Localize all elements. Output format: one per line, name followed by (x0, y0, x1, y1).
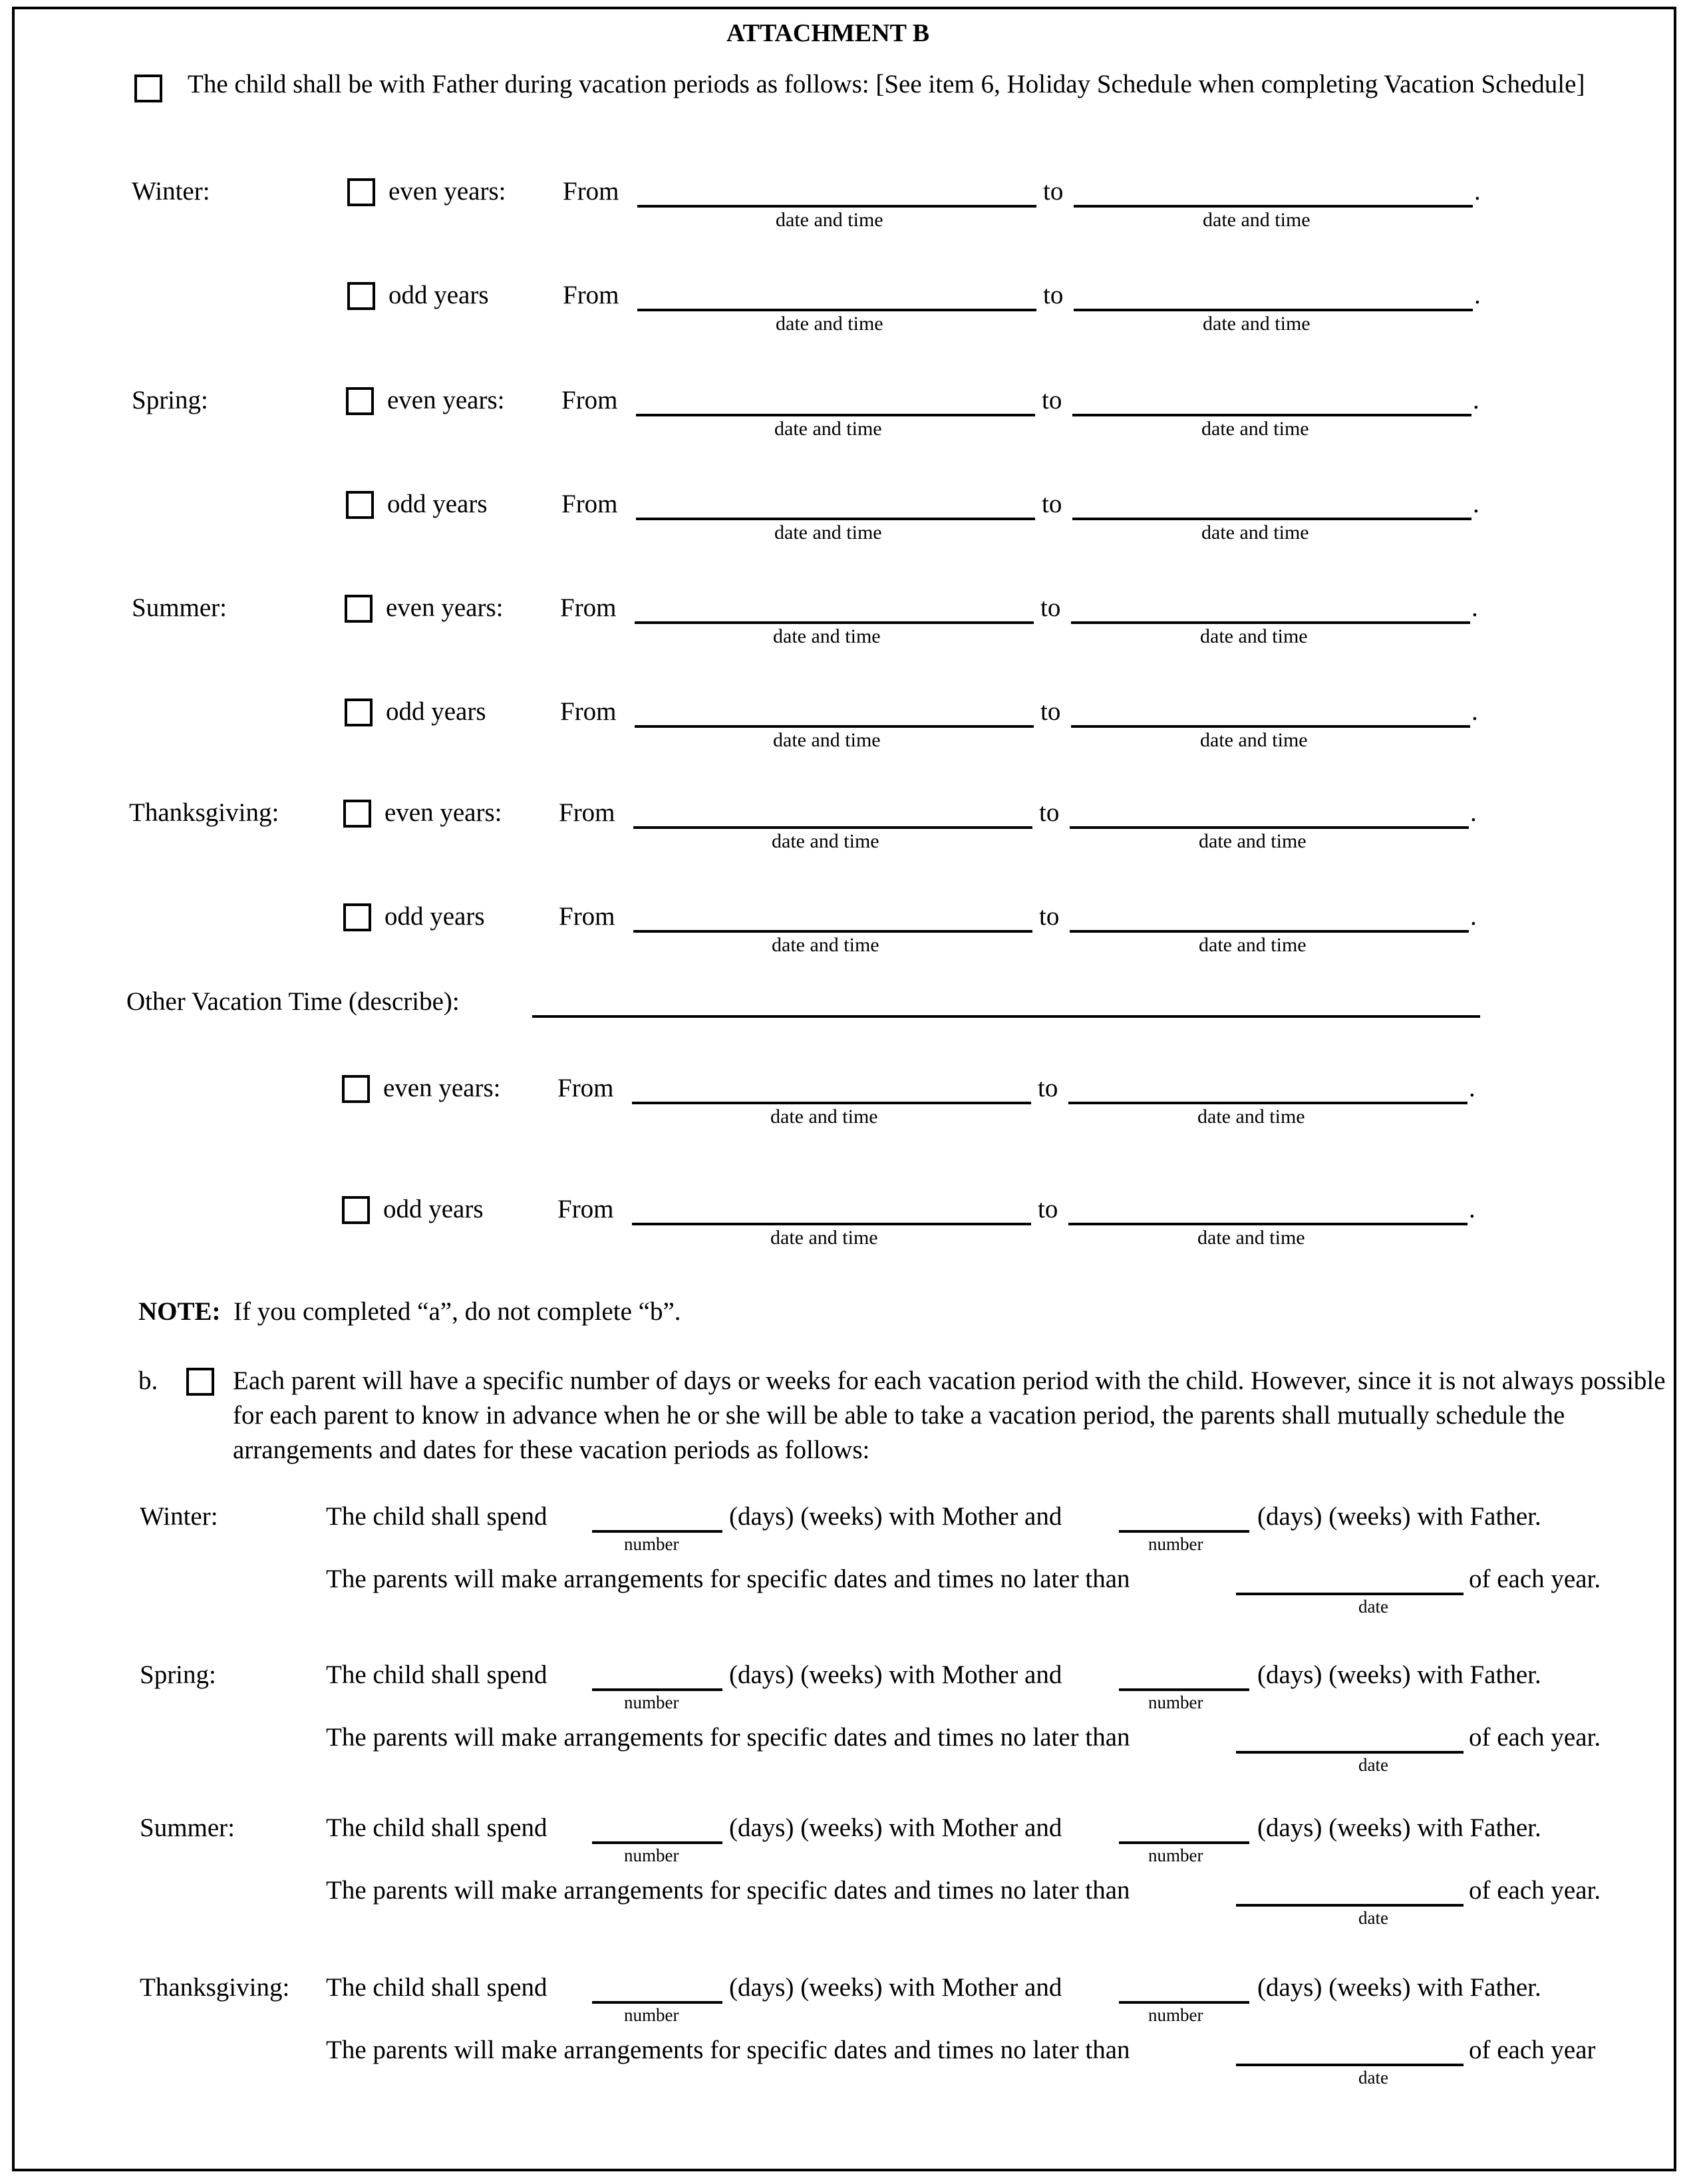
season-thanksgiving-label: Thanksgiving: (129, 798, 279, 827)
odd-years-checkbox[interactable] (342, 1196, 370, 1224)
arrangement-date-line[interactable] (1236, 1751, 1464, 1754)
period-mark: . (1469, 1195, 1475, 1223)
other-vacation-line[interactable] (532, 1015, 1480, 1018)
from-date-line[interactable] (636, 518, 1035, 520)
even-years-label: even years: (388, 177, 506, 206)
father-number-line[interactable] (1119, 1530, 1249, 1533)
period-mark: . (1473, 490, 1479, 518)
section-b-text: Each parent will have a specific number of days or weeks for each vacation period with the child. However, since it is not always possible for each parent to know in advance when he or she will be able to take a vacation period, the parents shall mutually schedule the arrangements and dates for these vacation periods as follows: (233, 1366, 1666, 1464)
to-label: to (1043, 281, 1064, 309)
from-label: From (563, 281, 619, 309)
odd-years-checkbox[interactable] (345, 699, 373, 726)
father-number-caption: number (1148, 2005, 1203, 2025)
father-number-caption: number (1148, 1534, 1203, 1554)
to-label: to (1039, 902, 1060, 931)
to-label: to (1039, 798, 1060, 827)
even-years-label: even years: (385, 798, 502, 827)
period-mark: . (1471, 593, 1478, 622)
from-date-caption: date and time (770, 1106, 878, 1128)
mother-number-caption: number (624, 2005, 679, 2025)
to-date-caption: date and time (1203, 209, 1311, 231)
from-date-line[interactable] (632, 1223, 1031, 1225)
to-date-caption: date and time (1201, 522, 1309, 544)
b-season-summer-label: Summer: (140, 1813, 235, 1842)
to-label: to (1042, 490, 1062, 518)
to-date-line[interactable] (1072, 414, 1471, 416)
to-date-line[interactable] (1074, 205, 1473, 208)
even-years-label: even years: (387, 386, 505, 414)
from-label: From (559, 798, 615, 827)
arrangements-text: The parents will make arrangements for specific dates and times no later than (326, 2036, 1130, 2064)
period-mark: . (1470, 798, 1477, 827)
odd-years-checkbox[interactable] (346, 491, 374, 519)
period-mark: . (1474, 177, 1481, 206)
from-label: From (560, 697, 617, 726)
odd-years-label: odd years (387, 490, 488, 518)
to-date-caption: date and time (1201, 418, 1309, 440)
father-number-caption: number (1148, 1692, 1203, 1712)
section-b-checkbox[interactable] (186, 1368, 214, 1396)
to-date-caption: date and time (1199, 934, 1307, 956)
to-date-caption: date and time (1199, 830, 1307, 852)
arrangement-date-caption: date (1358, 1597, 1388, 1617)
each-year-text: of each year. (1469, 1876, 1601, 1905)
from-date-line[interactable] (637, 205, 1036, 208)
to-date-line[interactable] (1071, 725, 1470, 728)
to-label: to (1040, 697, 1061, 726)
with-father-text: (days) (weeks) with Father. (1257, 1660, 1541, 1689)
to-date-caption: date and time (1200, 625, 1308, 647)
odd-years-checkbox[interactable] (347, 282, 375, 310)
from-date-caption: date and time (776, 209, 883, 231)
note-label: NOTE: (138, 1297, 221, 1326)
arrangement-date-caption: date (1358, 1908, 1388, 1928)
each-year-text: of each year. (1469, 1565, 1601, 1593)
to-date-caption: date and time (1197, 1227, 1305, 1249)
from-date-caption: date and time (772, 934, 879, 956)
mother-number-line[interactable] (592, 1841, 722, 1844)
from-date-caption: date and time (774, 418, 882, 440)
period-mark: . (1470, 902, 1477, 931)
spend-prefix: The child shall spend (326, 1973, 547, 2002)
even-years-label: even years: (383, 1074, 501, 1102)
father-vacation-checkbox[interactable] (134, 75, 162, 102)
from-date-line[interactable] (633, 930, 1032, 933)
to-date-line[interactable] (1071, 621, 1470, 624)
even-years-label: even years: (386, 593, 504, 622)
intro-text: The child shall be with Father during vacation periods as follows: [See item 6, Holiday Schedule when completing Vacation Schedule] (188, 70, 1585, 98)
to-date-line[interactable] (1074, 309, 1473, 311)
to-date-line[interactable] (1068, 1102, 1467, 1104)
from-date-caption: date and time (773, 625, 881, 647)
note-text: If you completed “a”, do not complete “b”. (233, 1297, 681, 1326)
period-mark: . (1474, 281, 1481, 309)
spend-prefix: The child shall spend (326, 1502, 547, 1531)
season-winter-label: Winter: (132, 177, 210, 206)
period-mark: . (1473, 386, 1479, 414)
note (138, 1295, 681, 1329)
from-date-caption: date and time (774, 522, 882, 544)
spend-prefix: The child shall spend (326, 1660, 547, 1689)
mother-number-caption: number (624, 1534, 679, 1554)
from-date-line[interactable] (637, 309, 1036, 311)
even-years-checkbox[interactable] (345, 595, 373, 623)
from-date-line[interactable] (632, 1102, 1031, 1104)
with-father-text: (days) (weeks) with Father. (1257, 1502, 1541, 1531)
even-years-checkbox[interactable] (342, 1075, 370, 1103)
season-summer-label: Summer: (132, 593, 227, 622)
with-father-text: (days) (weeks) with Father. (1257, 1813, 1541, 1842)
to-label: to (1038, 1074, 1058, 1102)
arrangement-date-caption: date (1358, 2068, 1388, 2088)
to-label: to (1038, 1195, 1058, 1223)
form-title: ATTACHMENT B (726, 19, 930, 47)
to-date-caption: date and time (1197, 1106, 1305, 1128)
from-label: From (557, 1074, 614, 1102)
from-date-caption: date and time (776, 313, 883, 335)
with-mother-text: (days) (weeks) with Mother and (729, 1813, 1062, 1842)
mother-number-caption: number (624, 1845, 679, 1865)
to-date-line[interactable] (1070, 930, 1469, 933)
arrangement-date-line[interactable] (1236, 1593, 1464, 1595)
with-father-text: (days) (weeks) with Father. (1257, 1973, 1541, 2002)
father-number-line[interactable] (1119, 2001, 1249, 2004)
odd-years-label: odd years (383, 1195, 484, 1223)
to-label: to (1042, 386, 1062, 414)
arrangement-date-caption: date (1358, 1755, 1388, 1775)
even-years-checkbox[interactable] (346, 387, 374, 415)
from-date-line[interactable] (636, 414, 1035, 416)
mother-number-line[interactable] (592, 1688, 722, 1691)
section-b-marker: b. (138, 1366, 158, 1395)
from-date-line[interactable] (635, 725, 1034, 728)
to-label: to (1040, 593, 1061, 622)
period-mark: . (1469, 1074, 1475, 1102)
odd-years-label: odd years (388, 281, 489, 309)
father-number-line[interactable] (1119, 1841, 1249, 1844)
to-date-line[interactable] (1072, 518, 1471, 520)
mother-number-caption: number (624, 1692, 679, 1712)
arrangements-text: The parents will make arrangements for specific dates and times no later than (326, 1565, 1130, 1593)
period-mark: . (1471, 697, 1478, 726)
each-year-text: of each year. (1469, 1723, 1601, 1752)
b-season-winter-label: Winter: (140, 1502, 218, 1531)
from-label: From (560, 593, 617, 622)
odd-years-label: odd years (386, 697, 486, 726)
father-number-caption: number (1148, 1845, 1203, 1865)
to-date-line[interactable] (1068, 1223, 1467, 1225)
from-label: From (561, 386, 618, 414)
arrangements-text: The parents will make arrangements for specific dates and times no later than (326, 1876, 1130, 1905)
mother-number-line[interactable] (592, 2001, 722, 2004)
arrangements-text: The parents will make arrangements for specific dates and times no later than (326, 1723, 1130, 1752)
from-label: From (559, 902, 615, 931)
mother-number-line[interactable] (592, 1530, 722, 1533)
arrangement-date-line[interactable] (1236, 1904, 1464, 1907)
from-date-caption: date and time (772, 830, 879, 852)
from-label: From (561, 490, 618, 518)
even-years-checkbox[interactable] (343, 800, 371, 828)
odd-years-checkbox[interactable] (343, 903, 371, 931)
from-label: From (557, 1195, 614, 1223)
b-season-thanksgiving-label: Thanksgiving: (140, 1973, 290, 2002)
spend-prefix: The child shall spend (326, 1813, 547, 1842)
with-mother-text: (days) (weeks) with Mother and (729, 1502, 1062, 1531)
from-date-caption: date and time (773, 729, 881, 751)
father-number-line[interactable] (1119, 1688, 1249, 1691)
from-date-line[interactable] (633, 826, 1032, 829)
to-date-caption: date and time (1203, 313, 1311, 335)
from-date-caption: date and time (770, 1227, 878, 1249)
b-season-spring-label: Spring: (140, 1660, 216, 1689)
with-mother-text: (days) (weeks) with Mother and (729, 1973, 1062, 2002)
with-mother-text: (days) (weeks) with Mother and (729, 1660, 1062, 1689)
to-label: to (1043, 177, 1064, 206)
season-spring-label: Spring: (132, 386, 208, 414)
from-label: From (563, 177, 619, 206)
from-date-line[interactable] (635, 621, 1034, 624)
even-years-checkbox[interactable] (347, 178, 375, 206)
odd-years-label: odd years (385, 902, 485, 931)
each-year-text: of each year (1469, 2036, 1596, 2064)
to-date-caption: date and time (1200, 729, 1308, 751)
other-vacation-label: Other Vacation Time (describe): (126, 987, 460, 1016)
arrangement-date-line[interactable] (1236, 2064, 1464, 2066)
to-date-line[interactable] (1070, 826, 1469, 829)
